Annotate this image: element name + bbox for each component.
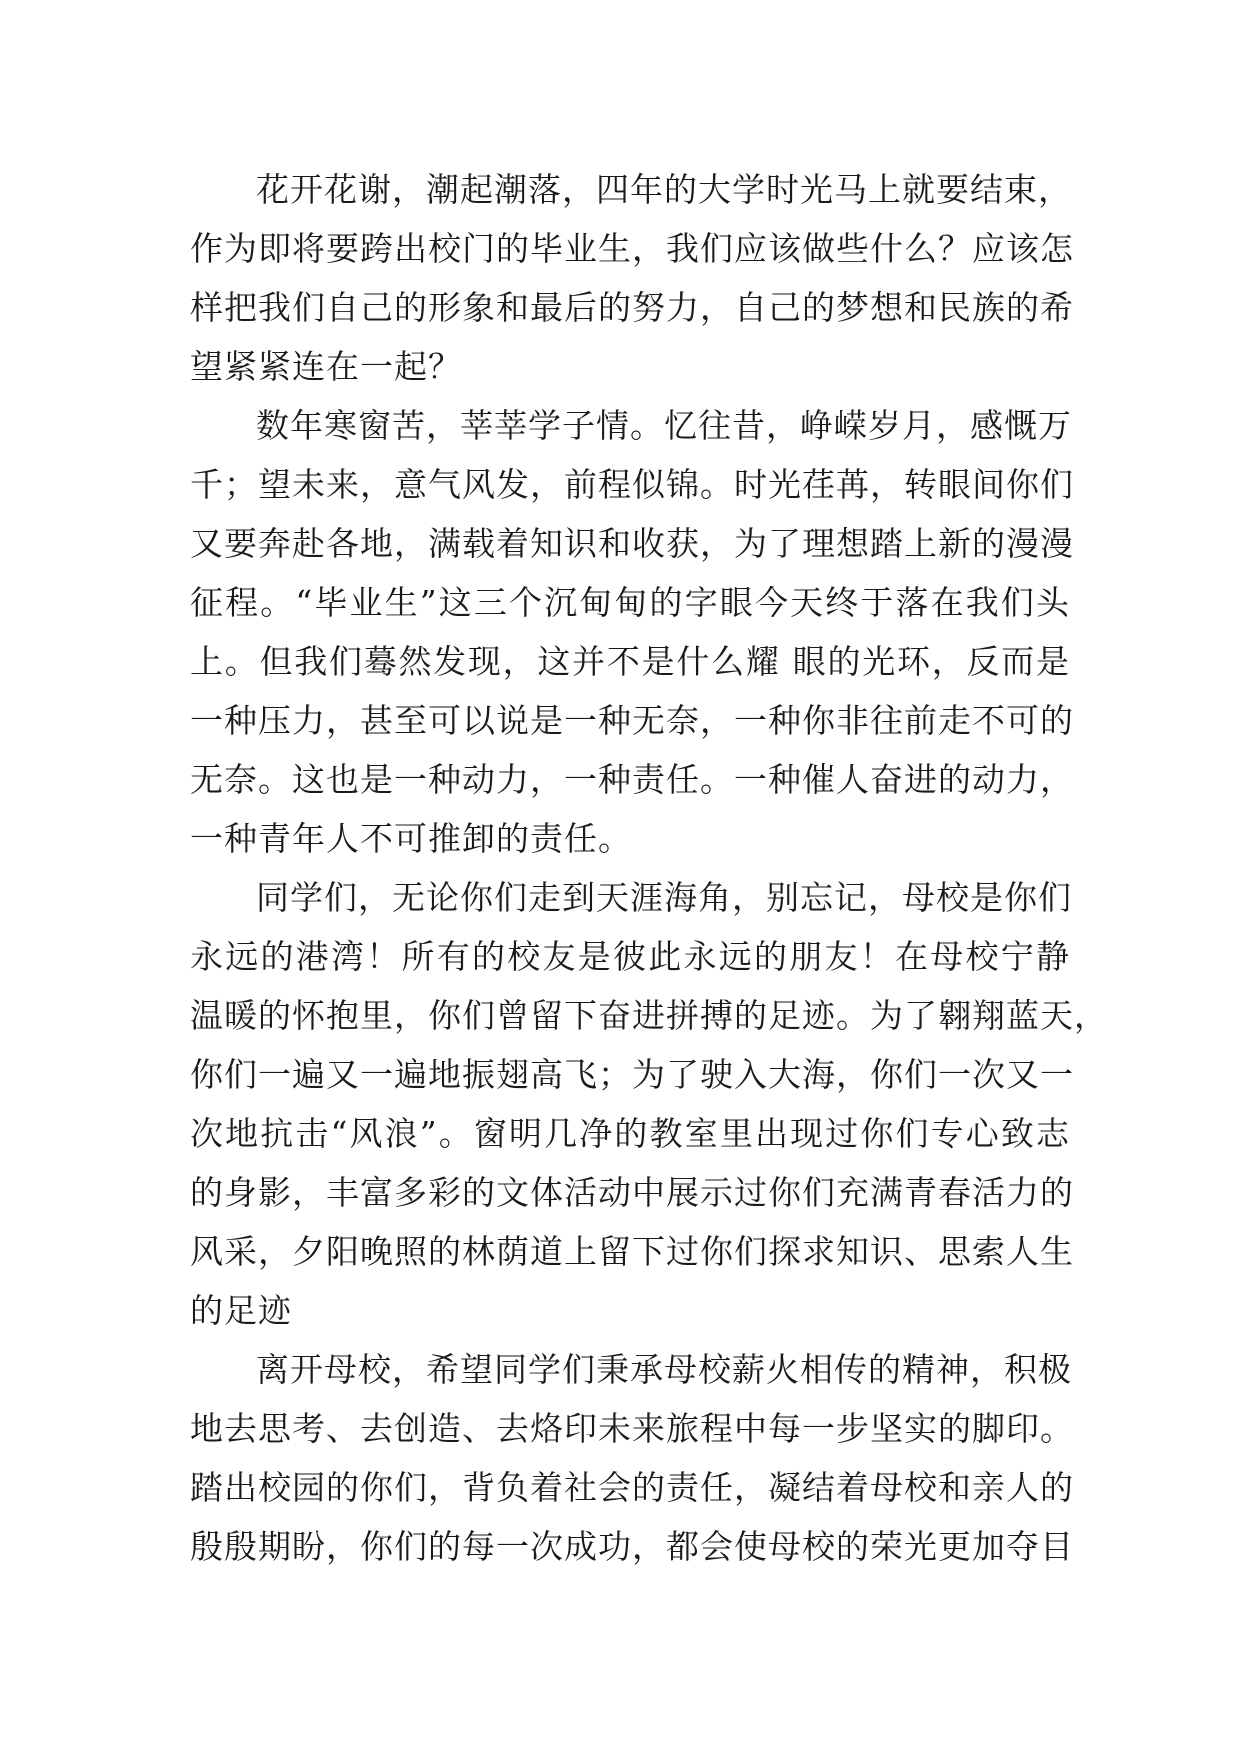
paragraph-line: 次地抗击“风浪”。窗明几净的教室里出现过你们专心致志	[190, 1114, 1070, 1153]
paragraph-3	[190, 868, 1108, 1340]
paragraph-line: 望紧紧连在一起？	[190, 347, 462, 386]
paragraph-line: 无奈。这也是一种动力，一种责任。一种催人奋进的动力，	[190, 760, 1074, 799]
paragraph-line: 踏出校园的你们，背负着社会的责任，凝结着母校和亲人的	[190, 1468, 1074, 1507]
paragraph-line: 的身影，丰富多彩的文体活动中展示过你们充满青春活力的	[190, 1173, 1074, 1212]
paragraph-line: 温暖的怀抱里，你们曾留下奋进拼搏的足迹。为了翱翔蓝天，	[190, 996, 1108, 1035]
paragraph-1	[190, 160, 1074, 396]
paragraph-line: 数年寒窗苦，莘莘学子情。忆往昔，峥嵘岁月，感慨万	[256, 406, 1072, 445]
paragraph-line: 样把我们自己的形象和最后的努力，自己的梦想和民族的希	[190, 288, 1074, 327]
paragraph-line: 又要奔赴各地，满载着知识和收获，为了理想踏上新的漫漫	[190, 524, 1074, 563]
paragraph-line: 同学们，无论你们走到天涯海角，别忘记，母校是你们	[256, 878, 1072, 917]
paragraph-line: 地去思考、去创造、去烙印未来旅程中每一步坚实的脚印。	[190, 1409, 1074, 1448]
paragraph-2	[190, 396, 1074, 868]
paragraph-line: 风采，夕阳晚照的林荫道上留下过你们探求知识、思索人生	[190, 1232, 1074, 1271]
paragraph-line: 永远的港湾！所有的校友是彼此永远的朋友！在母校宁静	[190, 937, 1070, 976]
paragraph-line: 上。但我们蓦然发现，这并不是什么耀 眼的光环，反而是	[190, 642, 1070, 681]
paragraph-line: 征程。“毕业生”这三个沉甸甸的字眼今天终于落在我们头	[190, 583, 1070, 622]
paragraph-line: 一种压力，甚至可以说是一种无奈，一种你非往前走不可的	[190, 701, 1074, 740]
paragraph-line: 的足迹	[190, 1291, 292, 1330]
paragraph-line: 你们一遍又一遍地振翅高飞；为了驶入大海，你们一次又一	[190, 1055, 1074, 1094]
document-body	[190, 160, 1108, 1576]
paragraph-line: 千；望未来，意气风发，前程似锦。时光荏苒，转眼间你们	[190, 465, 1074, 504]
paragraph-line: 花开花谢，潮起潮落，四年的大学时光马上就要结束，	[256, 170, 1072, 209]
paragraph-line: 离开母校，希望同学们秉承母校薪火相传的精神，积极	[256, 1350, 1072, 1389]
paragraph-line: 作为即将要跨出校门的毕业生，我们应该做些什么？应该怎	[190, 229, 1074, 268]
paragraph-4	[190, 1340, 1074, 1576]
paragraph-line: 一种青年人不可推卸的责任。	[190, 819, 632, 858]
paragraph-line: 殷殷期盼，你们的每一次成功，都会使母校的荣光更加夺目	[190, 1527, 1074, 1566]
